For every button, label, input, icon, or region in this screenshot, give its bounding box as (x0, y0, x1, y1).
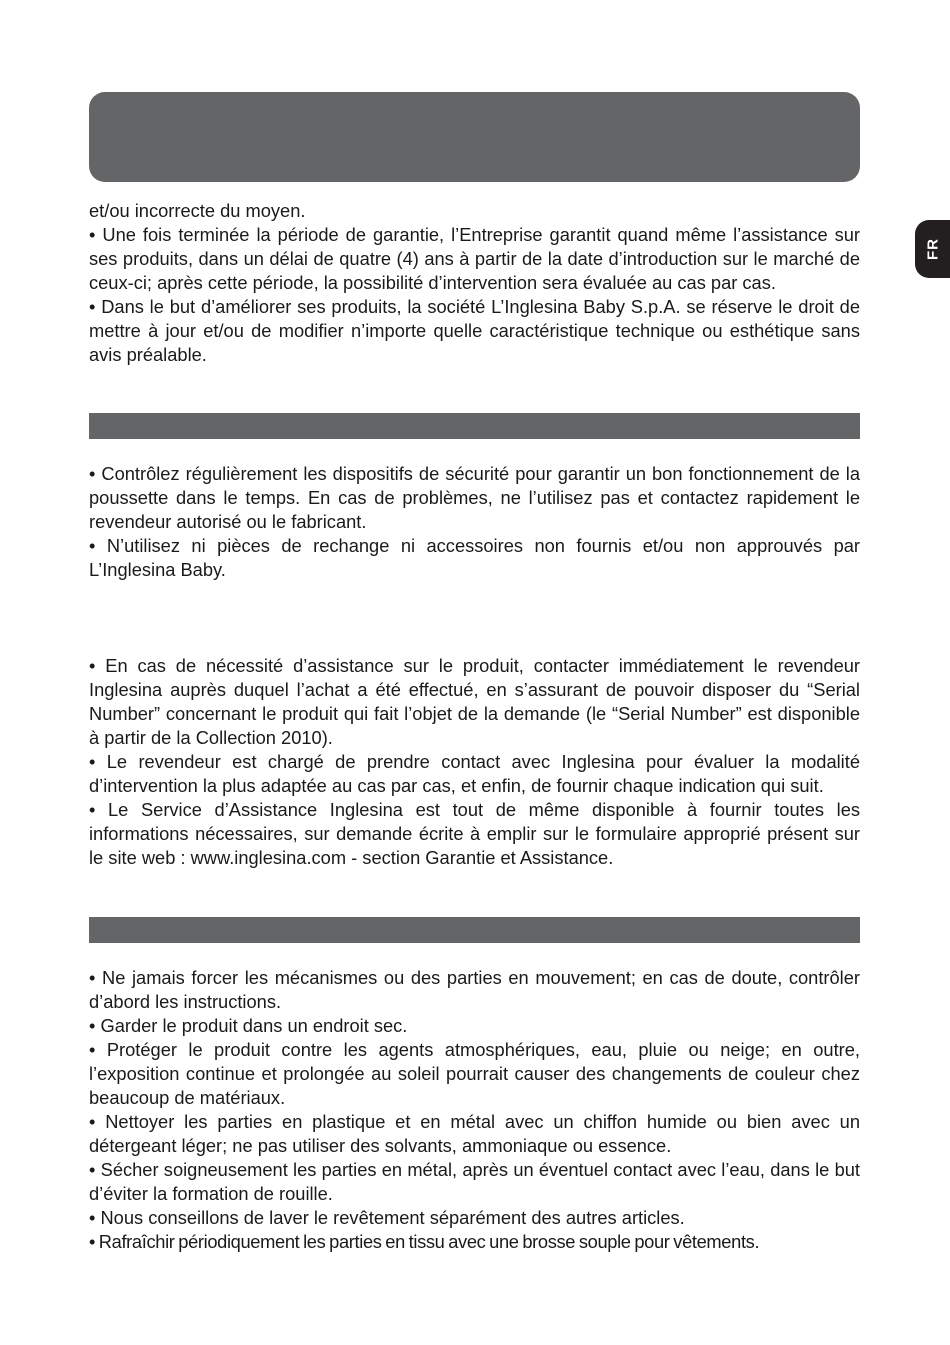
paragraph: • Dans le but d’améliorer ses produits, la société L’Inglesina Baby S.p.A. se réserve le droit de mettre à jour et/ou de modifier n’importe quelle caractéristique technique ou esthétique sans avis préalable. (89, 296, 860, 365)
paragraph: et/ou incorrecte du moyen. (89, 200, 306, 221)
paragraph: • Protéger le produit contre les agents atmosphériques, eau, pluie ou neige; en outre, l’exposition continue et prolongée au soleil pourrait causer des changements de couleur chez beaucoup de matériaux. (89, 1039, 860, 1108)
header-banner (89, 92, 860, 182)
paragraph: • N’utilisez ni pièces de rechange ni accessoires non fournis et/ou non approuvés par L’Inglesina Baby. (89, 535, 860, 580)
maintenance-text-block (89, 966, 860, 1254)
paragraph: • Contrôlez régulièrement les dispositifs de sécurité pour garantir un bon fonctionnement de la poussette dans le temps. En cas de problèmes, ne l’utilisez pas et contactez rapidement le revendeur autorisé ou le fabricant. (89, 463, 860, 532)
paragraph: • Le revendeur est chargé de prendre contact avec Inglesina pour évaluer la modalité d’intervention la plus adaptée au cas par cas, et enfin, de fournir chaque indication qui suit. (89, 751, 860, 796)
paragraph: • Le Service d’Assistance Inglesina est tout de même disponible à fournir toutes les informations nécessaires, sur demande écrite à emplir sur le formulaire approprié présent sur le site web : www.inglesina.com - section Garantie et Assistance. (89, 799, 860, 868)
section-bar (89, 413, 860, 439)
warranty-text-block (89, 199, 860, 367)
paragraph: • Sécher soigneusement les parties en métal, après un éventuel contact avec l’eau, dans le but d’éviter la formation de rouille. (89, 1159, 860, 1204)
paragraph: • Nous conseillons de laver le revêtement séparément des autres articles. (89, 1207, 685, 1228)
language-tab-label: FR (924, 238, 941, 260)
paragraph: • Une fois terminée la période de garantie, l’Entreprise garantit quand même l’assistance sur ses produits, dans un délai de quatre (4) ans à partir de la date d’introduction sur le marché de ceux-ci; après cette période, la possibilité d’intervention sera évaluée au cas par cas. (89, 224, 860, 293)
paragraph: • Ne jamais forcer les mécanismes ou des parties en mouvement; en cas de doute, contrôler d’abord les instructions. (89, 967, 860, 1012)
paragraph: • En cas de nécessité d’assistance sur le produit, contacter immédiatement le revendeur Inglesina auprès duquel l’achat a été effectué, en s’assurant de pouvoir disposer du “Serial Number” concernant le produit qui fait l’objet de la demande (le “Serial Number” est disponible à partir de la Collection 2010). (89, 655, 860, 748)
assistance-text-block (89, 654, 860, 870)
paragraph: • Nettoyer les parties en plastique et en métal avec un chiffon humide ou bien avec un détergeant léger; ne pas utiliser des solvants, ammoniaque ou essence. (89, 1111, 860, 1156)
safety-text-block (89, 462, 860, 582)
language-tab (915, 220, 950, 278)
paragraph: • Garder le produit dans un endroit sec. (89, 1015, 408, 1036)
section-bar (89, 917, 860, 943)
paragraph: • Rafraîchir périodiquement les parties en tissu avec une brosse souple pour vêtements. (89, 1231, 760, 1252)
